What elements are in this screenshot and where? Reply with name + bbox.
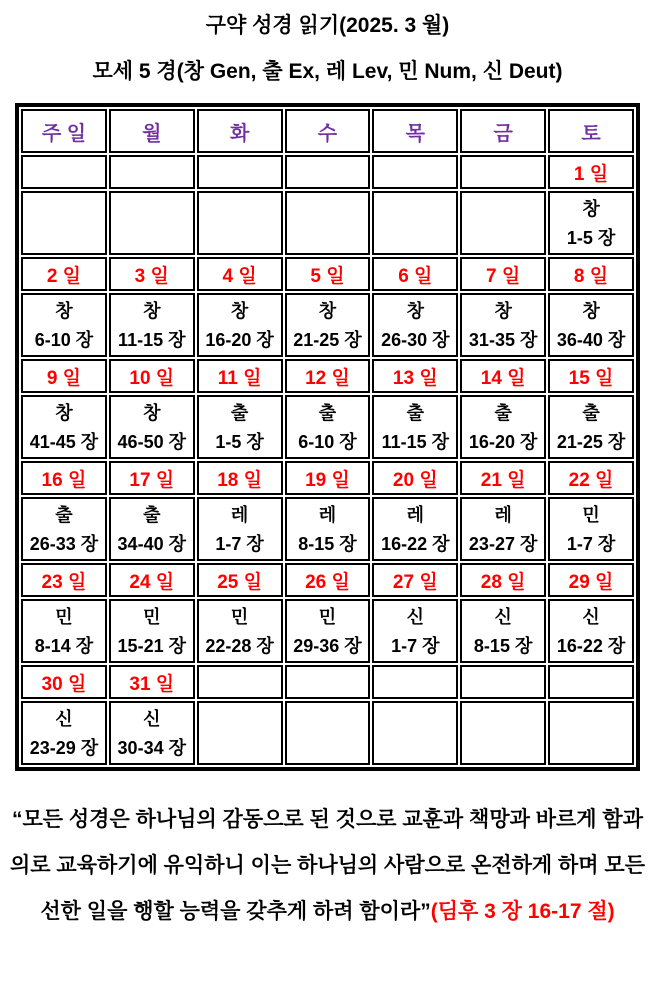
date-row (21, 155, 634, 189)
reading-row (21, 497, 634, 561)
date-cell (460, 665, 546, 699)
weekday-header-sunday: 주 일 (21, 109, 107, 153)
date-cell: 10 일 (109, 359, 195, 393)
reading-cell (197, 497, 283, 561)
reading-cell (285, 191, 371, 255)
reading-chapter-range: 1-7 장 (215, 533, 264, 554)
reading-row (21, 701, 634, 765)
reading-book: 신 (55, 708, 73, 729)
reading-book: 레 (406, 504, 424, 525)
reading-cell (21, 497, 107, 561)
date-cell: 9 일 (21, 359, 107, 393)
reading-book: 신 (143, 708, 161, 729)
weekday-header-row (21, 109, 634, 153)
reading-cell (109, 701, 195, 765)
reading-book: 신 (582, 606, 600, 627)
date-cell: 27 일 (372, 563, 458, 597)
reading-book: 창 (230, 300, 249, 321)
page-title: 구약 성경 읽기(2025. 3 월) (205, 14, 450, 37)
date-cell (197, 155, 283, 189)
reading-cell (109, 395, 195, 459)
reading-chapter-range: 16-22 장 (556, 635, 626, 656)
reading-chapter-range: 1-7 장 (391, 635, 440, 656)
date-cell (372, 665, 458, 699)
reading-chapter-range: 26-33 장 (29, 533, 99, 554)
reading-chapter-range: 21-25 장 (556, 431, 626, 452)
reading-cell (21, 293, 107, 357)
scripture-reference: (딤후 3 장 16-17 절) (430, 900, 615, 923)
reading-cell (372, 293, 458, 357)
date-cell (548, 665, 634, 699)
reading-book: 창 (582, 198, 600, 219)
reading-book: 창 (494, 300, 512, 321)
reading-cell (548, 395, 634, 459)
reading-chapter-range: 8-14 장 (34, 635, 94, 656)
reading-book: 민 (55, 606, 73, 627)
date-cell: 22 일 (548, 461, 634, 495)
reading-book: 민 (582, 504, 600, 525)
weekday-header-friday: 금 (460, 109, 546, 153)
reading-chapter-range: 26-30 장 (381, 329, 450, 350)
date-cell: 1 일 (548, 155, 634, 189)
reading-book: 출 (230, 402, 249, 423)
reading-book: 레 (318, 504, 337, 525)
reading-book: 출 (318, 402, 337, 423)
reading-cell (460, 497, 546, 561)
reading-chapter-range: 6-10 장 (34, 329, 94, 350)
reading-cell (197, 395, 283, 459)
reading-cell (21, 395, 107, 459)
date-cell: 7 일 (460, 257, 546, 291)
reading-chapter-range: 11-15 장 (381, 431, 450, 452)
reading-chapter-range: 16-22 장 (381, 533, 450, 554)
reading-cell (197, 293, 283, 357)
reading-book: 창 (143, 300, 161, 321)
reading-book: 창 (406, 300, 424, 321)
date-cell: 4 일 (197, 257, 283, 291)
reading-chapter-range: 31-35 장 (468, 329, 538, 350)
weekday-header-thursday: 목 (372, 109, 458, 153)
reading-book: 민 (318, 606, 337, 627)
date-cell: 30 일 (21, 665, 107, 699)
reading-cell (285, 701, 371, 765)
date-cell: 3 일 (109, 257, 195, 291)
date-cell: 25 일 (197, 563, 283, 597)
reading-chapter-range: 8-15 장 (473, 635, 533, 656)
reading-book: 민 (143, 606, 161, 627)
reading-book: 민 (230, 606, 249, 627)
date-cell: 21 일 (460, 461, 546, 495)
calendar-body (21, 155, 634, 765)
reading-chapter-range: 23-27 장 (468, 533, 538, 554)
reading-chapter-range: 16-20 장 (468, 431, 538, 452)
reading-row (21, 395, 634, 459)
reading-book: 출 (143, 504, 161, 525)
reading-chapter-range: 22-28 장 (205, 635, 274, 656)
reading-cell (548, 599, 634, 663)
date-row (21, 563, 634, 597)
date-cell: 28 일 (460, 563, 546, 597)
reading-book: 출 (406, 402, 424, 423)
reading-calendar-table (15, 103, 640, 771)
weekday-header-tuesday: 화 (197, 109, 283, 153)
reading-cell (548, 701, 634, 765)
reading-book: 창 (143, 402, 161, 423)
date-row (21, 665, 634, 699)
reading-chapter-range: 23-29 장 (29, 737, 99, 758)
reading-cell (548, 497, 634, 561)
date-cell: 11 일 (197, 359, 283, 393)
reading-cell (197, 599, 283, 663)
date-cell: 24 일 (109, 563, 195, 597)
reading-chapter-range: 36-40 장 (556, 329, 626, 350)
date-cell: 16 일 (21, 461, 107, 495)
reading-cell (460, 599, 546, 663)
reading-cell (460, 701, 546, 765)
reading-book: 창 (582, 300, 600, 321)
reading-book: 신 (494, 606, 512, 627)
reading-book: 레 (230, 504, 249, 525)
date-cell: 14 일 (460, 359, 546, 393)
date-cell (285, 155, 371, 189)
reading-cell (109, 191, 195, 255)
date-cell: 15 일 (548, 359, 634, 393)
reading-chapter-range: 16-20 장 (205, 329, 274, 350)
weekday-header-wednesday: 수 (285, 109, 371, 153)
date-cell (372, 155, 458, 189)
reading-cell (372, 191, 458, 255)
reading-cell (372, 599, 458, 663)
reading-cell (285, 395, 371, 459)
reading-chapter-range: 6-10 장 (298, 431, 357, 452)
reading-row (21, 293, 634, 357)
quote-line-3-text: 선한 일을 행할 능력을 갖추게 하려 함이라” (40, 900, 431, 923)
date-cell: 29 일 (548, 563, 634, 597)
date-row (21, 461, 634, 495)
date-cell (197, 665, 283, 699)
reading-cell (285, 599, 371, 663)
reading-book: 출 (494, 402, 512, 423)
weekday-header-saturday: 토 (548, 109, 634, 153)
date-cell: 2 일 (21, 257, 107, 291)
date-cell: 8 일 (548, 257, 634, 291)
reading-chapter-range: 1-5 장 (566, 227, 616, 248)
date-cell: 6 일 (372, 257, 458, 291)
quote-line-1: “모든 성경은 하나님의 감동으로 된 것으로 교훈과 책망과 바르게 함과 (11, 808, 644, 831)
date-cell: 31 일 (109, 665, 195, 699)
reading-cell (109, 497, 195, 561)
calendar-header (21, 109, 634, 153)
reading-book: 출 (55, 504, 73, 525)
date-cell: 20 일 (372, 461, 458, 495)
date-cell: 17 일 (109, 461, 195, 495)
reading-chapter-range: 46-50 장 (117, 431, 186, 452)
reading-cell (460, 395, 546, 459)
reading-chapter-range: 34-40 장 (117, 533, 186, 554)
date-row (21, 359, 634, 393)
quote-line-2: 의로 교육하기에 유익하니 이는 하나님의 사람으로 온전하게 하며 모든 (10, 854, 645, 877)
quote-line-3 (0, 889, 655, 935)
reading-cell (21, 599, 107, 663)
reading-book: 창 (55, 300, 73, 321)
reading-chapter-range: 1-5 장 (215, 431, 264, 452)
page-subtitle: 모세 5 경(창 Gen, 출 Ex, 레 Lev, 민 Num, 신 Deut) (92, 60, 563, 83)
reading-chapter-range: 29-36 장 (293, 635, 362, 656)
date-cell: 5 일 (285, 257, 371, 291)
date-cell: 12 일 (285, 359, 371, 393)
date-cell: 26 일 (285, 563, 371, 597)
reading-cell (460, 293, 546, 357)
reading-book: 레 (494, 504, 512, 525)
reading-cell (548, 191, 634, 255)
reading-chapter-range: 41-45 장 (29, 431, 99, 452)
reading-row (21, 191, 634, 255)
reading-book: 신 (406, 606, 424, 627)
date-cell: 19 일 (285, 461, 371, 495)
date-cell: 18 일 (197, 461, 283, 495)
reading-cell (548, 293, 634, 357)
reading-cell (285, 293, 371, 357)
reading-cell (197, 191, 283, 255)
date-row (21, 257, 634, 291)
reading-cell (21, 191, 107, 255)
reading-cell (109, 293, 195, 357)
reading-cell (21, 701, 107, 765)
reading-chapter-range: 1-7 장 (566, 533, 616, 554)
reading-chapter-range: 8-15 장 (298, 533, 357, 554)
reading-cell (460, 191, 546, 255)
reading-chapter-range: 15-21 장 (117, 635, 186, 656)
date-cell: 23 일 (21, 563, 107, 597)
date-cell (460, 155, 546, 189)
weekday-header-monday: 월 (109, 109, 195, 153)
reading-cell (109, 599, 195, 663)
reading-chapter-range: 30-34 장 (117, 737, 186, 758)
reading-book: 출 (582, 402, 600, 423)
reading-cell (372, 701, 458, 765)
reading-cell (372, 497, 458, 561)
reading-chapter-range: 21-25 장 (293, 329, 362, 350)
date-cell: 13 일 (372, 359, 458, 393)
date-cell (109, 155, 195, 189)
date-cell (285, 665, 371, 699)
reading-cell (372, 395, 458, 459)
scripture-quote (0, 797, 655, 935)
reading-cell (197, 701, 283, 765)
reading-chapter-range: 11-15 장 (118, 329, 186, 350)
reading-book: 창 (318, 300, 337, 321)
reading-row (21, 599, 634, 663)
date-cell (21, 155, 107, 189)
reading-cell (285, 497, 371, 561)
reading-book: 창 (55, 402, 73, 423)
